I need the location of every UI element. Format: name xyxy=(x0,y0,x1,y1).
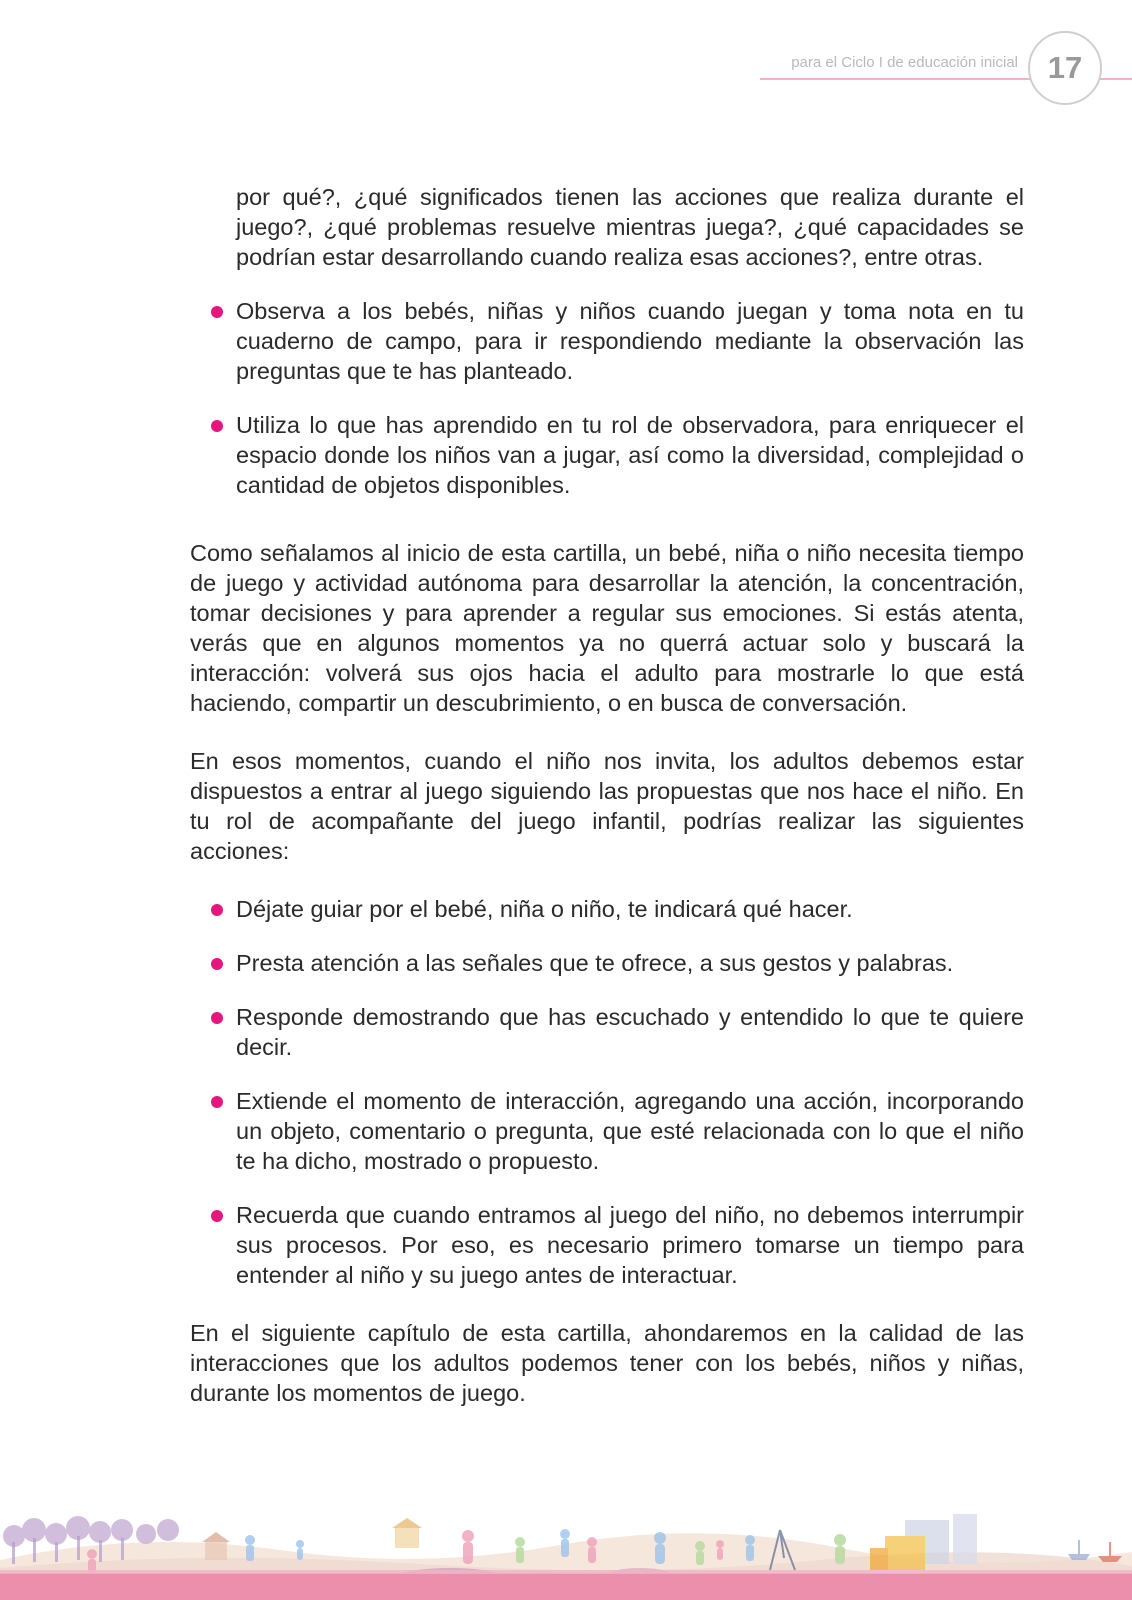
list-item xyxy=(190,894,1024,924)
page-number-circle xyxy=(1028,31,1102,105)
list-item-text: Recuerda que cuando entramos al juego del niño, no debemos interrumpir sus procesos. Por eso, es necesario primero tomarse un tiempo para entender al niño y su juego antes de interactuar. xyxy=(236,1202,1024,1288)
intro-continuation: por qué?, ¿qué significados tienen las acciones que realiza durante el juego?, ¿qué problemas resuelve mientras juega?, ¿qué capacidades se podrían estar desarrollando cuando realiza esas acciones?, entre otras. xyxy=(236,184,1024,270)
list-item xyxy=(190,1200,1024,1290)
bullet-dot xyxy=(211,958,223,970)
closing-paragraph: En el siguiente capítulo de esta cartilla, ahondaremos en la calidad de las interacciones que los adultos podemos tener con los bebés, niños y niñas, durante los momentos de juego. xyxy=(190,1320,1024,1406)
paragraph-autonomy: Como señalamos al inicio de esta cartilla, un bebé, niña o niño necesita tiempo de juego y actividad autónoma para desarrollar la atención, la concentración, tomar decisiones y para aprender a regular sus emociones. Si estás atenta, verás que en algunos momentos ya no querrá actuar solo y buscará la interacción: volverá sus ojos hacia el adulto para mostrarle lo que está haciendo, compartir un descubrimiento, o en busca de conversación. xyxy=(190,540,1024,716)
bullet-dot xyxy=(211,904,223,916)
actions-list xyxy=(190,894,1024,1290)
footer-illustration xyxy=(0,1490,1132,1600)
community-landscape-illustration xyxy=(0,1490,1132,1600)
bullet-dot xyxy=(211,306,223,318)
observation-list xyxy=(190,296,1024,500)
list-item xyxy=(190,1002,1024,1062)
page-number: 17 xyxy=(1047,50,1083,85)
list-item xyxy=(190,948,1024,978)
running-title: para el Ciclo I de educación inicial xyxy=(791,54,1018,71)
list-item xyxy=(190,296,1024,386)
list-item-text: Utiliza lo que has aprendido en tu rol de observadora, para enriquecer el espacio donde los niños van a jugar, así como la diversidad, complejidad o cantidad de objetos disponibles. xyxy=(236,412,1024,498)
list-item-text: Presta atención a las señales que te ofrece, a sus gestos y palabras. xyxy=(236,950,954,976)
bullet-dot xyxy=(211,1210,223,1222)
bullet-dot xyxy=(211,1012,223,1024)
page-body xyxy=(190,182,1024,1408)
list-item-text: Responde demostrando que has escuchado y entendido lo que te quiere decir. xyxy=(236,1004,1024,1060)
bullet-dot xyxy=(211,1096,223,1108)
list-item xyxy=(190,1086,1024,1176)
list-item-text: Déjate guiar por el bebé, niña o niño, te indicará qué hacer. xyxy=(236,896,853,922)
bullet-dot xyxy=(211,420,223,432)
list-item-text: Extiende el momento de interacción, agregando una acción, incorporando un objeto, comentario o pregunta, que esté relacionada con lo que el niño te ha dicho, mostrado o propuesto. xyxy=(236,1088,1024,1174)
list-item xyxy=(190,410,1024,500)
paragraph-invitation: En esos momentos, cuando el niño nos invita, los adultos debemos estar dispuestos a entrar al juego siguiendo las propuestas que nos hace el niño. En tu rol de acompañante del juego infantil, podrías realizar las siguientes acciones: xyxy=(190,748,1024,864)
list-item-text: Observa a los bebés, niñas y niños cuando juegan y toma nota en tu cuaderno de campo, para ir respondiendo mediante la observación las preguntas que te has planteado. xyxy=(236,298,1024,384)
